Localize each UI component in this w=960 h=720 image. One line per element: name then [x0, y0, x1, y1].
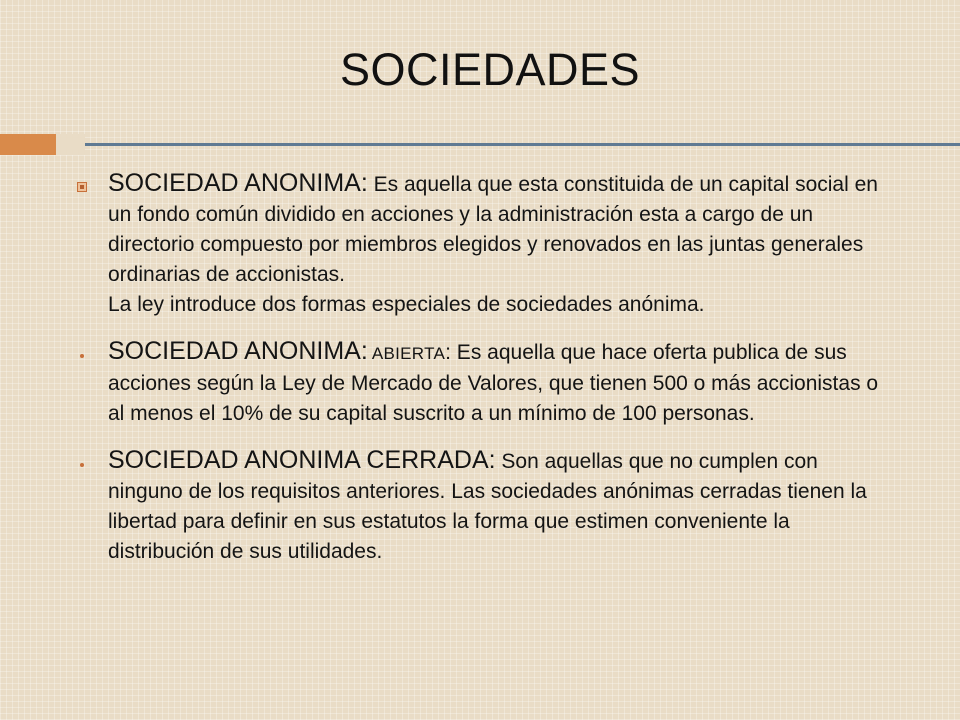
item-separator: :	[360, 337, 368, 365]
item-separator: :	[360, 169, 368, 197]
dot-bullet-icon	[80, 354, 84, 358]
item-separator: :	[488, 446, 496, 474]
item-heading: SOCIEDAD ANONIMA CERRADA	[108, 446, 489, 474]
square-bullet-icon	[77, 182, 87, 192]
item-heading: SOCIEDAD ANONIMA	[108, 337, 361, 365]
bullet-list	[70, 168, 890, 583]
title-divider	[0, 134, 960, 155]
list-item	[70, 168, 890, 320]
accent-gap	[56, 134, 64, 155]
item-body: Son aquellas que no cumplen con ninguno de los requisitos anteriores. Las sociedades anónimas cerradas tienen la libertad para definir en sus estatutos la forma que estimen conveniente la distribución de sus utilidades.	[108, 450, 867, 563]
item-body: Es aquella que esta constituida de un capital social en un fondo común dividido en acciones y la administración esta a cargo de un directorio compuesto por miembros elegidos y renovados en las juntas generales ordinarias de accionistas.	[108, 173, 878, 286]
accent-block	[0, 134, 56, 155]
list-item	[70, 336, 890, 429]
accent-stripe	[64, 134, 85, 155]
list-item	[70, 445, 890, 567]
item-body: : Es aquella que hace oferta publica de sus acciones según la Ley de Mercado de Valores, que tienen 500 o más accionistas o al menos el 10% de su capital suscrito a un mínimo de 100 personas.	[108, 341, 879, 425]
dot-bullet-icon	[80, 463, 84, 467]
item-note: La ley introduce dos formas especiales de sociedades anónima.	[108, 293, 705, 316]
divider-line	[0, 143, 960, 146]
item-tag: ABIERTA	[367, 344, 446, 363]
item-heading: SOCIEDAD ANONIMA	[108, 169, 361, 197]
slide-title: SOCIEDADES	[339, 44, 641, 95]
